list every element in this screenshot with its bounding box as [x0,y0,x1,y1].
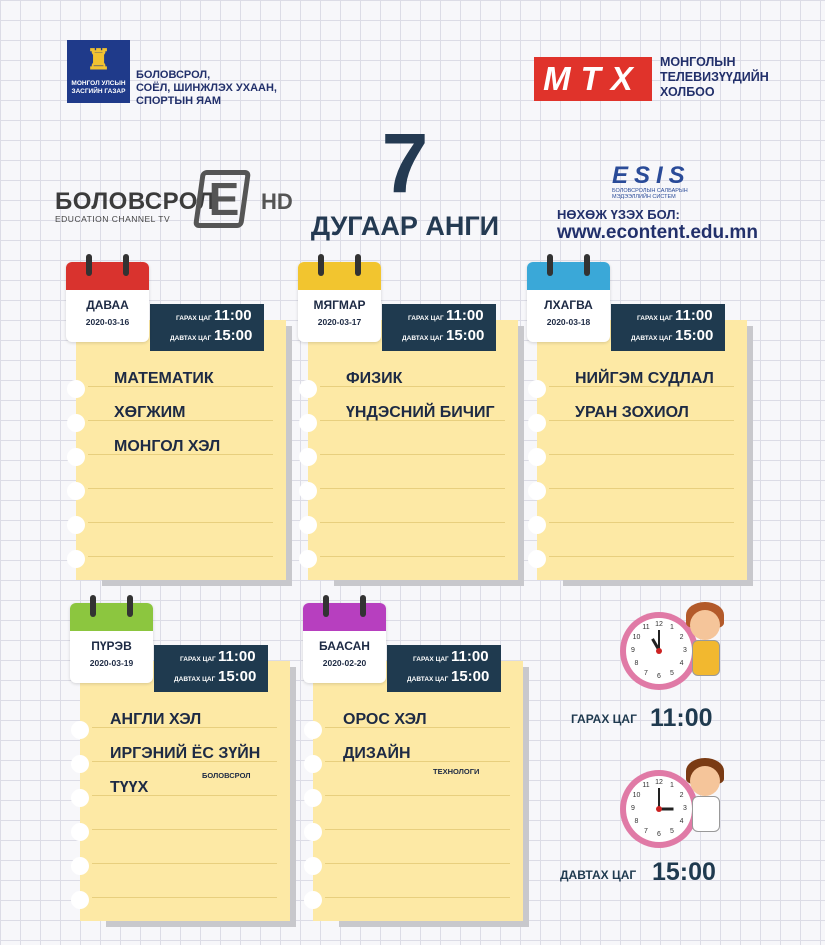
calendar-tab [298,262,381,342]
paper-notch [528,516,546,534]
subject-item: ДИЗАЙН [343,745,411,762]
calendar-tab [66,262,149,342]
notepad [537,320,747,580]
air-label: ГАРАХ ЦАГ [413,656,449,663]
ruled-line [92,829,277,830]
ruled-line [549,454,734,455]
repeat-label: ДАВТАХ ЦАГ [407,676,449,683]
day-date: 2020-03-19 [89,658,134,668]
repeat-time: 15:00 [214,327,253,344]
calendar-header [527,262,610,290]
day-name: ПҮРЭВ [91,639,132,653]
paper-notch [299,482,317,500]
paper-notch [67,448,85,466]
soyombo-icon: ♜ [85,44,112,75]
air-time: 11:00 [214,307,252,324]
subject-item: ТҮҮХ [110,779,149,796]
ruled-line [549,522,734,523]
clock-numeral: 8 [634,818,639,825]
clock-numeral: 7 [644,827,648,835]
day-date: 2020-03-17 [317,317,362,327]
paper-notch [528,550,546,568]
repeat-time: 15:00 [675,327,714,344]
calendar-ring-icon [584,254,590,276]
paper-notch [299,516,317,534]
calendar-header [303,603,386,631]
ruled-line [325,897,510,898]
clock-numeral: 4 [679,660,684,667]
mtx-logo-letters: МТХ [543,60,643,97]
repeat-time: 15:00 [218,668,257,685]
clock-numeral: 5 [670,827,674,835]
paper-notch [528,380,546,398]
time-bar [387,645,501,692]
paper-notch [67,516,85,534]
clock-numeral: 5 [670,669,674,677]
ruled-line [325,863,510,864]
calendar-ring-icon [127,595,133,617]
day-date: 2020-02-20 [322,658,367,668]
channel-hd: HD [261,189,293,214]
calendar-ring-icon [90,595,96,617]
paper-notch [67,414,85,432]
clock-numeral: 2 [679,792,684,799]
clock-center [656,806,662,812]
ruled-line [88,556,273,557]
clock-numeral: 10 [632,792,641,799]
econtent-link[interactable]: www.econtent.edu.mn [557,222,758,243]
paper-notch [304,755,322,773]
repeat-label: ДАВТАХ ЦАГ [174,676,216,683]
ruled-line [549,488,734,489]
paper-notch [67,482,85,500]
paper-notch [299,414,317,432]
paper-notch [304,789,322,807]
paper-notch [304,721,322,739]
paper-notch [528,414,546,432]
subject-item: МАТЕМАТИК [114,370,214,387]
subject-item: ФИЗИК [346,370,403,387]
paper-notch [67,550,85,568]
day-date: 2020-03-16 [85,317,130,327]
day-name: МЯГМАР [313,298,366,312]
child-icon [690,766,720,796]
calendar-header [70,603,153,631]
subject-item: АНГЛИ ХЭЛ [110,711,202,728]
calendar-tab [527,262,610,342]
ruled-line [92,863,277,864]
calendar-header [298,262,381,290]
subject-item: ҮНДЭСНИЙ БИЧИГ [346,404,495,421]
calendar-ring-icon [86,254,92,276]
paper-notch [71,823,89,841]
paper-notch [67,380,85,398]
calendar-ring-icon [323,595,329,617]
grade-number: 7 [381,116,429,210]
clock-center [656,648,662,654]
air-label: ГАРАХ ЦАГ [176,315,212,322]
air-time: 11:00 [451,648,489,665]
notepad [313,661,523,921]
day-card-3 [70,603,300,933]
channel-name: БОЛОВСРОЛ [55,188,215,215]
calendar-ring-icon [355,254,361,276]
air-label: ГАРАХ ЦАГ [408,315,444,322]
emblem-caption: МОНГОЛ УЛСЫН ЗАСГИЙН ГАЗАР [71,80,126,95]
calendar-tab [70,603,153,683]
paper-notch [299,380,317,398]
clock-numeral: 12 [655,621,663,628]
calendar-ring-icon [360,595,366,617]
clock-numeral: 2 [679,634,684,641]
paper-notch [71,857,89,875]
ruled-line [320,454,505,455]
paper-notch [71,721,89,739]
subject-note: ТЕХНОЛОГИ [433,767,480,776]
air-label: ГАРАХ ЦАГ [637,315,673,322]
time-bar [382,304,496,351]
grade-label: ДУГААР АНГИ [310,211,500,241]
repeat-time: 15:00 [451,668,490,685]
ruled-line [320,522,505,523]
paper-notch [71,891,89,909]
subject-item: МОНГОЛ ХЭЛ [114,438,221,455]
paper-notch [304,891,322,909]
paper-notch [304,823,322,841]
clock-numeral: 4 [679,818,684,825]
day-name: ДАВАА [86,298,129,312]
subject-item: НИЙГЭМ СУДЛАЛ [575,370,714,387]
clock-numeral: 3 [683,647,687,654]
day-card-2 [527,262,757,592]
clock-numeral: 9 [631,647,635,654]
child-icon [690,610,720,640]
paper-notch [299,448,317,466]
calendar-ring-icon [318,254,324,276]
time-bar [150,304,264,351]
clock-numeral: 6 [657,831,661,838]
repeat-label: ДАВТАХ ЦАГ [631,335,673,342]
ruled-line [325,795,510,796]
ruled-line [549,556,734,557]
notepad [308,320,518,580]
air-time: 11:00 [446,307,484,324]
paper-notch [71,789,89,807]
paper-notch [299,550,317,568]
clock-numeral: 7 [644,669,648,677]
ministry-name: БОЛОВСРОЛ, СОЁЛ, ШИНЖЛЭХ УХААН, СПОРТЫН ЯАМ [136,69,277,107]
subject-item: ОРОС ХЭЛ [343,711,427,728]
ruled-line [88,488,273,489]
calendar-header [66,262,149,290]
clock-label: ГАРАХ ЦАГ [571,712,637,726]
clock-numeral: 1 [670,782,674,790]
clock-numeral: 12 [655,779,663,786]
clock-numeral: 3 [683,805,687,812]
channel-subtitle: EDUCATION CHANNEL TV [55,214,171,224]
air-time: 11:00 [675,307,713,324]
day-name: ЛХАГВА [544,298,593,312]
ruled-line [92,897,277,898]
paper-notch [528,448,546,466]
subject-item: ИРГЭНИЙ ЁС ЗҮЙН [110,745,261,762]
clock-time: 11:00 [650,704,713,732]
subject-item: ХӨГЖИМ [114,404,186,421]
ruled-line [325,829,510,830]
day-card-4 [303,603,533,933]
subject-note: БОЛОВСРОЛ [202,771,251,780]
day-card-0 [66,262,296,592]
visit-label: НӨХӨЖ ҮЗЭХ БОЛ: [557,207,680,222]
ministry-logo [67,40,130,103]
repeat-time: 15:00 [446,327,485,344]
subject-item: УРАН ЗОХИОЛ [575,404,689,421]
ruled-line [320,488,505,489]
time-bar [154,645,268,692]
clock-numeral: 11 [642,782,650,790]
clock-numeral: 1 [670,624,674,632]
ruled-line [88,522,273,523]
time-bar [611,304,725,351]
clock-numeral: 10 [632,634,641,641]
paper-notch [304,857,322,875]
repeat-label: ДАВТАХ ЦАГ [170,335,212,342]
esis-logo: ESIS [612,162,691,189]
mtx-name: МОНГОЛЫН ТЕЛЕВИЗҮҮДИЙН ХОЛБОО [660,55,769,99]
day-date: 2020-03-18 [546,317,591,327]
calendar-ring-icon [123,254,129,276]
repeat-label: ДАВТАХ ЦАГ [402,335,444,342]
air-time: 11:00 [218,648,256,665]
calendar-tab [303,603,386,683]
paper-notch [71,755,89,773]
clock-numeral: 11 [642,624,650,632]
channel-e-letter-icon: E [208,173,240,225]
clock-numeral: 8 [634,660,639,667]
air-label: ГАРАХ ЦАГ [180,656,216,663]
esis-subtitle: БОЛОВСРОЛЫН САЛБАРЫН МЭДЭЭЛЛИЙН СИСТЕМ [612,188,688,200]
day-card-1 [298,262,528,592]
child-body [692,796,720,832]
clock-numeral: 6 [657,673,661,680]
day-name: БААСАН [319,639,370,653]
child-body [692,640,720,676]
ruled-line [320,556,505,557]
clock-time: 15:00 [652,858,716,886]
paper-notch [528,482,546,500]
clock-numeral: 9 [631,805,635,812]
calendar-ring-icon [547,254,553,276]
clock-label: ДАВТАХ ЦАГ [560,868,637,882]
